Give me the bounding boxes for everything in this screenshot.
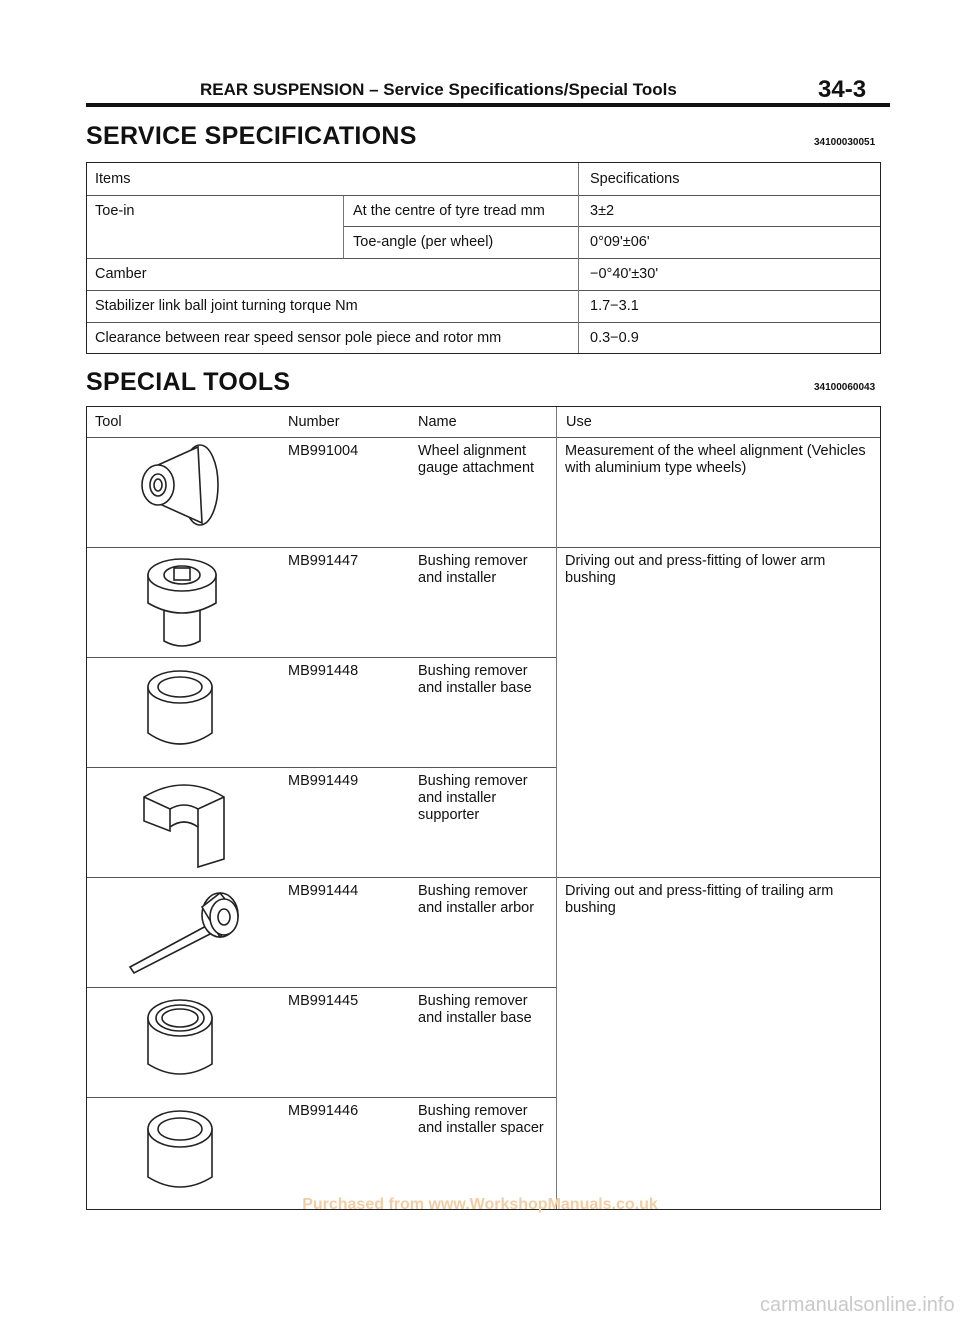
bushing-remover-installer-base-icon xyxy=(140,663,220,758)
tool-name-line: and installer xyxy=(418,790,497,806)
header-rule xyxy=(86,103,890,107)
tool-name-line: Bushing remover xyxy=(418,663,528,679)
tool-name-line: Bushing remover xyxy=(418,993,528,1009)
spec-row-subitem: At the centre of tyre tread mm xyxy=(353,203,545,219)
tool-name-line: Bushing remover xyxy=(418,553,528,569)
tool-number: MB991449 xyxy=(288,773,359,789)
tool-header-tool: Tool xyxy=(95,414,122,430)
table-divider xyxy=(87,987,556,988)
tool-header-name: Name xyxy=(418,414,457,430)
spec-row-value: −0°40'±30' xyxy=(590,266,659,282)
spec-row-item: Camber xyxy=(95,266,147,282)
page-number: 34-3 xyxy=(818,76,867,103)
site-watermark: carmanualsonline.info xyxy=(760,1294,955,1316)
tool-number: MB991445 xyxy=(288,993,359,1009)
service-specifications-code: 34100030051 xyxy=(814,137,876,148)
bushing-remover-installer-icon xyxy=(140,553,225,653)
tool-name-line: and installer spacer xyxy=(418,1120,544,1136)
table-divider xyxy=(87,877,880,878)
page-header-title: REAR SUSPENSION – Service Specifications/Special Tools xyxy=(200,80,677,99)
table-divider xyxy=(87,258,880,259)
spec-header-items: Items xyxy=(95,171,131,187)
spec-row-value: 0°09'±06' xyxy=(590,234,650,250)
wheel-alignment-gauge-attachment-icon xyxy=(128,443,238,533)
bushing-remover-installer-spacer-icon xyxy=(140,1103,220,1198)
footer-purchase-note: Purchased from www.WorkshopManuals.co.uk xyxy=(302,1196,658,1213)
spec-row-value: 3±2 xyxy=(590,203,615,219)
tool-name-line: Bushing remover xyxy=(418,773,528,789)
bushing-remover-installer-supporter-icon xyxy=(134,775,234,875)
table-divider xyxy=(343,226,880,227)
spec-header-specifications: Specifications xyxy=(590,171,680,187)
table-divider xyxy=(87,437,880,438)
table-divider xyxy=(556,407,557,1209)
tool-number: MB991446 xyxy=(288,1103,359,1119)
tool-use-line: with aluminium type wheels) xyxy=(565,460,747,476)
service-specifications-title: SERVICE SPECIFICATIONS xyxy=(86,122,417,150)
table-divider xyxy=(87,657,556,658)
tool-header-number: Number xyxy=(288,414,340,430)
spec-row-subitem: Toe-angle (per wheel) xyxy=(353,234,494,250)
tool-number: MB991448 xyxy=(288,663,359,679)
tool-number: MB991004 xyxy=(288,443,359,459)
tool-use-line: Driving out and press-fitting of trailing arm xyxy=(565,883,834,899)
tool-use-line: Measurement of the wheel alignment (Vehicles xyxy=(565,443,866,459)
spec-row-item: Clearance between rear speed sensor pole piece and rotor mm xyxy=(95,330,502,346)
bushing-remover-installer-arbor-icon xyxy=(124,885,249,980)
tool-name-line: supporter xyxy=(418,807,480,823)
table-divider xyxy=(87,767,556,768)
tool-name-line: Wheel alignment xyxy=(418,443,526,459)
special-tools-code: 34100060043 xyxy=(814,382,876,393)
table-divider xyxy=(87,195,880,196)
tool-name-line: and installer arbor xyxy=(418,900,535,916)
table-divider xyxy=(87,290,880,291)
tool-use-line: Driving out and press-fitting of lower arm xyxy=(565,553,826,569)
table-divider xyxy=(87,322,880,323)
table-divider xyxy=(87,1097,556,1098)
tool-name-line: gauge attachment xyxy=(418,460,535,476)
spec-row-item: Toe-in xyxy=(95,203,135,219)
tool-use-line: bushing xyxy=(565,570,616,586)
tool-name-line: and installer base xyxy=(418,1010,532,1026)
tool-name-line: Bushing remover xyxy=(418,1103,528,1119)
table-divider xyxy=(578,163,579,353)
tool-number: MB991444 xyxy=(288,883,359,899)
tool-name-line: and installer xyxy=(418,570,497,586)
tool-name-line: and installer base xyxy=(418,680,532,696)
tool-use-line: bushing xyxy=(565,900,616,916)
spec-row-value: 1.7−3.1 xyxy=(590,298,639,314)
bushing-remover-installer-base-icon xyxy=(140,992,220,1087)
table-divider xyxy=(87,547,880,548)
tool-name-line: Bushing remover xyxy=(418,883,528,899)
table-divider xyxy=(343,196,344,258)
tool-number: MB991447 xyxy=(288,553,359,569)
tool-header-use: Use xyxy=(566,414,592,430)
special-tools-title: SPECIAL TOOLS xyxy=(86,368,291,396)
spec-row-value: 0.3−0.9 xyxy=(590,330,639,346)
spec-row-item: Stabilizer link ball joint turning torque Nm xyxy=(95,298,358,314)
